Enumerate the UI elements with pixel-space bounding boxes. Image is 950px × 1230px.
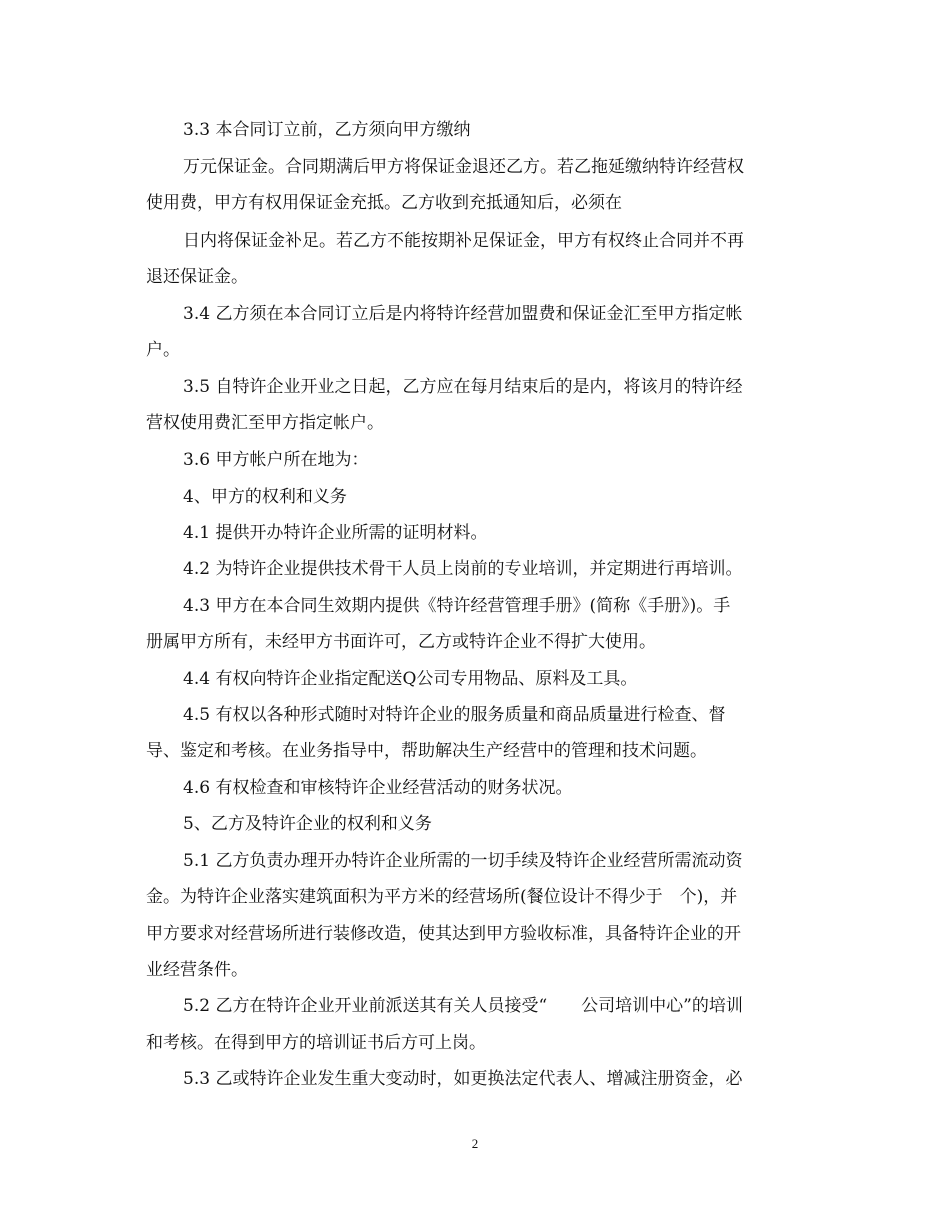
text-line: 4.3 甲方在本合同生效期内提供《特许经营管理手册》(简称《手册》)。手 <box>183 596 731 616</box>
text-line: 4.4 有权向特许企业指定配送Q公司专用物品、原料及工具。 <box>183 669 638 689</box>
text-line: 金。为特许企业落实建筑面积为平方米的经营场所(餐位设计不得少于 个)，并 <box>146 887 738 907</box>
text-line: 4.5 有权以各种形式随时对特许企业的服务质量和商品质量进行检查、督 <box>183 705 726 725</box>
section-heading: 4、甲方的权利和义务 <box>183 487 347 507</box>
page-number: 2 <box>471 1136 479 1151</box>
text-line: 户。 <box>146 340 180 360</box>
text-line: 5.2 乙方在特许企业开业前派送其有关人员接受“ 公司培训中心”的培训 <box>183 996 743 1016</box>
text-line: 营权使用费汇至甲方指定帐户。 <box>146 413 384 433</box>
text-line: 3.4 乙方须在本合同订立后是内将特许经营加盟费和保证金汇至甲方指定帐 <box>183 304 743 324</box>
text-line: 万元保证金。合同期满后甲方将保证金退还乙方。若乙拖延缴纳特许经营权 <box>183 157 744 177</box>
text-line: 3.3 本合同订立前，乙方须向甲方缴纳 <box>183 120 471 140</box>
text-line: 甲方要求对经营场所进行装修改造，使其达到甲方验收标准，具备特许企业的开 <box>146 924 741 944</box>
text-line: 和考核。在得到甲方的培训证书后方可上岗。 <box>146 1033 486 1053</box>
text-line: 5.1 乙方负责办理开办特许企业所需的一切手续及特许企业经营所需流动资 <box>183 851 743 871</box>
text-line: 使用费，甲方有权用保证金充抵。乙方收到充抵通知后，必须在 <box>146 193 622 213</box>
text-line: 5.3 乙或特许企业发生重大变动时，如更换法定代表人、增减注册资金，必 <box>183 1069 743 1089</box>
section-heading: 5、乙方及特许企业的权利和义务 <box>183 814 432 834</box>
text-line: 3.5 自特许企业开业之日起，乙方应在每月结束后的是内，将该月的特许经 <box>183 377 743 397</box>
text-line: 4.1 提供开办特许企业所需的证明材料。 <box>183 523 488 543</box>
text-line: 3.6 甲方帐户所在地为： <box>183 450 369 470</box>
text-line: 册属甲方所有，未经甲方书面许可，乙方或特许企业不得扩大使用。 <box>146 632 656 652</box>
text-line: 业经营条件。 <box>146 960 248 980</box>
text-line: 4.2 为特许企业提供技术骨干人员上岗前的专业培训，并定期进行再培训。 <box>183 559 743 579</box>
text-line: 日内将保证金补足。若乙方不能按期补足保证金，甲方有权终止合同并不再 <box>183 231 744 251</box>
text-line: 退还保证金。 <box>146 267 248 287</box>
text-line: 导、鉴定和考核。在业务指导中，帮助解决生产经营中的管理和技术问题。 <box>146 741 707 761</box>
text-line: 4.6 有权检查和审核特许企业经营活动的财务状况。 <box>183 778 573 798</box>
